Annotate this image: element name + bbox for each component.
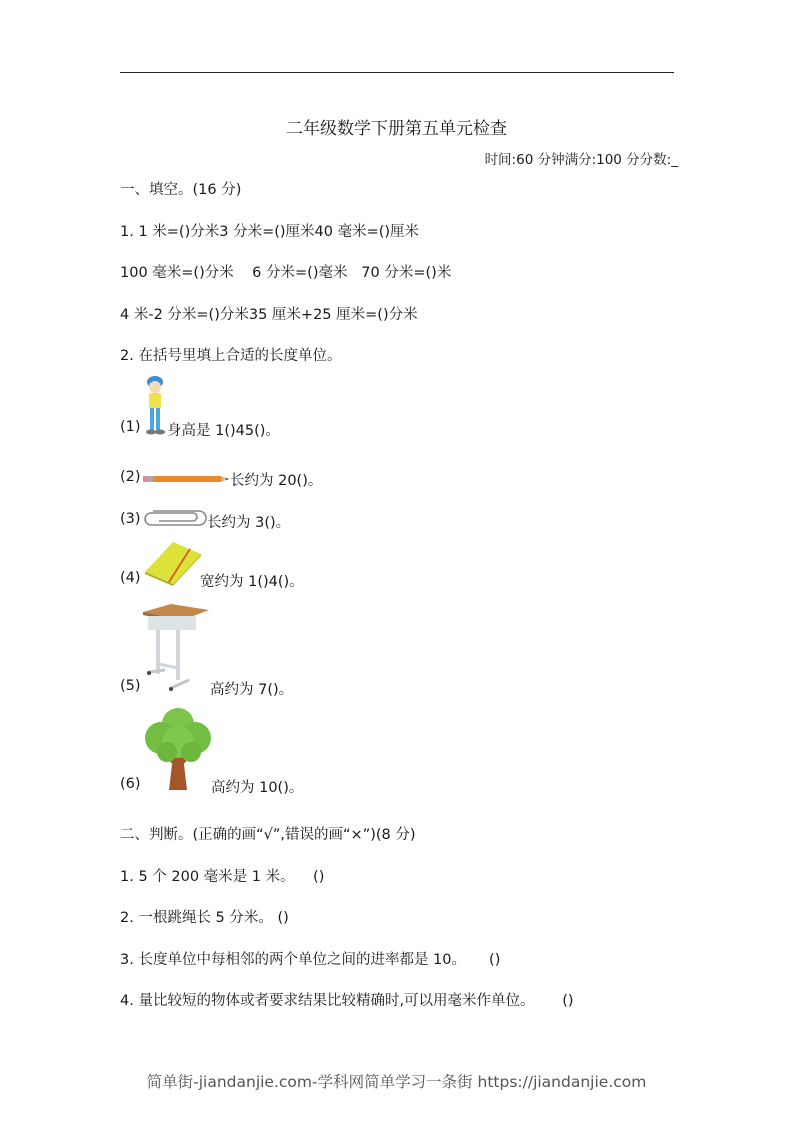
q2-item-5-num: (5) [120,678,141,694]
q2-item-5-text: 高约为 7()。 [210,682,294,698]
q1-line1: 1. 1 米=()分米3 分米=()厘米40 毫米=()厘米 [120,224,420,240]
q2-prompt: 2. 在括号里填上合适的长度单位。 [120,348,342,364]
exam-meta: 时间:60 分钟满分:100 分分数:_ [484,152,678,168]
q1-line2: 100 毫米=()分米 6 分米=()毫米 70 分米=()米 [120,265,452,281]
desk-image [143,604,211,694]
tree-image [143,706,213,792]
boy-image [142,374,168,436]
q2-item-3-text: 长约为 3()。 [207,515,291,531]
pencil-image [143,474,231,484]
judge-item-3: 3. 长度单位中每相邻的两个单位之间的进率都是 10。 () [120,952,501,968]
book-image [143,540,203,586]
section1-heading: 一、填空。(16 分) [120,182,242,198]
paperclip-image [143,509,207,527]
section2-heading: 二、判断。(正确的画“√”,错误的画“×”)(8 分) [120,827,416,843]
page-title: 二年级数学下册第五单元检查 [286,119,507,139]
q2-item-2-text: 长约为 20()。 [230,473,323,489]
q2-item-4-text: 宽约为 1()4()。 [200,574,304,590]
q2-item-3-num: (3) [120,511,141,527]
q1-line3: 4 米-2 分米=()分米35 厘米+25 厘米=()分米 [120,307,418,323]
q2-item-6-num: (6) [120,776,141,792]
footer-watermark: 简单街-jiandanjie.com-学科网简单学习一条街 https://jiandanjie.com [146,1073,647,1091]
header-rule [120,72,674,73]
judge-item-1: 1. 5 个 200 毫米是 1 米。 () [120,869,325,885]
q2-item-2-num: (2) [120,469,141,485]
judge-item-2: 2. 一根跳绳长 5 分米。 () [120,910,289,926]
q2-item-1-text: 身高是 1()45()。 [167,423,280,439]
q2-item-1-num: (1) [120,419,141,435]
q2-item-4-num: (4) [120,570,141,586]
q2-item-6-text: 高约为 10()。 [211,780,304,796]
judge-item-4: 4. 量比较短的物体或者要求结果比较精确时,可以用毫米作单位。 () [120,993,574,1009]
